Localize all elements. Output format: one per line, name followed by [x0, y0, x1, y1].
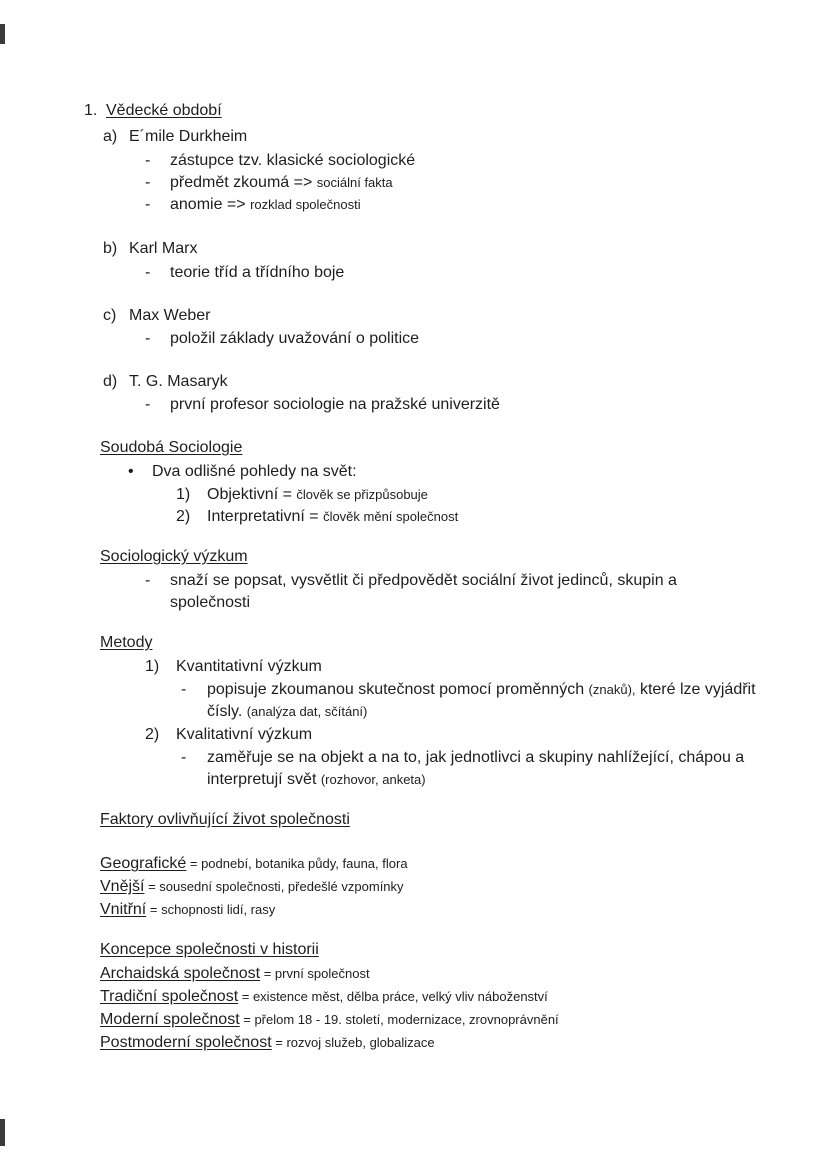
- text-segment: Koncepce společnosti v historii: [100, 941, 319, 958]
- line-text: [100, 963, 370, 985]
- list-marker: d): [103, 373, 118, 390]
- doc-line: [0, 679, 828, 702]
- line-text: [207, 769, 426, 791]
- doc-line: [0, 194, 828, 217]
- text-segment: T. G. Masaryk: [129, 373, 228, 390]
- section-heading-line: [0, 939, 828, 962]
- section-heading-line: [0, 546, 828, 569]
- line-text: [100, 1032, 435, 1054]
- list-marker: -: [181, 749, 187, 766]
- doc-line: [0, 570, 828, 593]
- text-segment: Metody: [100, 634, 153, 651]
- doc-line: [0, 747, 828, 770]
- list-marker: b): [103, 240, 118, 257]
- line-text: [100, 986, 548, 1008]
- text-segment: = rozvoj služeb, globalizace: [271, 1035, 435, 1050]
- line-text: [170, 194, 361, 216]
- text-segment: Soudobá Sociologie: [100, 439, 243, 456]
- text-segment: Kvalitativní výzkum: [176, 726, 313, 743]
- line-text: [170, 150, 415, 172]
- line-text: [207, 679, 756, 701]
- line-text: [170, 262, 344, 284]
- line-text: [129, 238, 197, 260]
- line-text: [170, 394, 500, 416]
- line-text: [170, 328, 419, 350]
- line-text: [176, 656, 322, 678]
- doc-line: [0, 484, 828, 507]
- text-segment: čísly.: [207, 703, 247, 720]
- text-segment: = existence měst, dělba práce, velký vliv náboženství: [238, 989, 548, 1004]
- section-heading: [100, 809, 350, 831]
- line-text: [170, 172, 393, 194]
- line-text: [129, 305, 211, 327]
- list-marker: 2): [145, 726, 160, 743]
- text-segment: Kvantitativní výzkum: [176, 658, 322, 675]
- list-marker: -: [145, 264, 151, 281]
- text-segment: člověk mění společnost: [323, 509, 459, 524]
- list-marker: -: [145, 330, 151, 347]
- list-marker: -: [145, 572, 151, 589]
- text-segment: Geografické: [100, 855, 187, 872]
- text-segment: položil základy uvažování o politice: [170, 330, 420, 347]
- doc-line: [0, 150, 828, 173]
- line-text: [207, 701, 367, 723]
- section-heading: [100, 939, 319, 961]
- doc-line: [0, 986, 828, 1009]
- list-marker: 2): [176, 508, 191, 525]
- line-text: [207, 747, 744, 769]
- line-text: [100, 899, 275, 921]
- scan-edge-mark: [0, 1119, 5, 1146]
- text-segment: sociální fakta: [316, 175, 393, 190]
- section-heading: [100, 437, 242, 459]
- doc-line: [0, 394, 828, 417]
- scan-edge-mark: [0, 24, 5, 44]
- list-marker: c): [103, 307, 117, 324]
- text-segment: rozklad společnosti: [250, 197, 361, 212]
- text-segment: Objektivní =: [207, 486, 297, 503]
- text-segment: zaměřuje se na objekt a na to, jak jednotlivci a skupiny nahlížející, chápou a: [207, 749, 745, 766]
- list-marker: -: [145, 196, 151, 213]
- text-segment: předmět zkoumá =>: [170, 174, 317, 191]
- line-text: [129, 371, 228, 393]
- list-marker: 1): [176, 486, 191, 503]
- doc-line: [0, 262, 828, 285]
- text-segment: = schopnosti lidí, rasy: [146, 902, 276, 917]
- doc-line: [0, 506, 828, 529]
- text-segment: snaží se popsat, vysvětlit či předpovědět sociální život jedinců, skupin a: [170, 572, 677, 589]
- text-segment: interpretují svět: [207, 771, 321, 788]
- list-marker: -: [181, 681, 187, 698]
- line-text: [100, 876, 404, 898]
- text-segment: Moderní společnost: [100, 1011, 240, 1028]
- line-text: [207, 506, 458, 528]
- text-segment: Archaidská společnost: [100, 965, 261, 982]
- text-segment: = sousední společnosti, předešlé vzpomínky: [144, 879, 404, 894]
- line-text: [100, 1009, 559, 1031]
- doc-line: [0, 769, 828, 792]
- text-segment: Faktory ovlivňující život společnosti: [100, 811, 350, 828]
- text-segment: Karl Marx: [129, 240, 198, 257]
- text-segment: Sociologický výzkum: [100, 548, 248, 565]
- list-marker: -: [145, 396, 151, 413]
- line-text: [129, 126, 247, 148]
- text-segment: Vnitřní: [100, 901, 147, 918]
- doc-line: [0, 963, 828, 986]
- text-segment: člověk se přizpůsobuje: [296, 487, 428, 502]
- text-segment: = přelom 18 - 19. století, modernizace, zrovnoprávnění: [239, 1012, 559, 1027]
- line-text: [152, 461, 357, 483]
- line-text: [100, 853, 408, 875]
- doc-line: [0, 1032, 828, 1055]
- text-segment: Max Weber: [129, 307, 211, 324]
- text-segment: první profesor sociologie na pražské univerzitě: [170, 396, 500, 413]
- list-marker: -: [145, 174, 151, 191]
- section-heading: [106, 100, 222, 122]
- list-marker: •: [128, 463, 134, 480]
- text-segment: = první společnost: [260, 966, 370, 981]
- section-heading: [100, 632, 152, 654]
- text-segment: teorie tříd a třídního boje: [170, 264, 345, 281]
- doc-line: [0, 305, 828, 328]
- line-text: [170, 592, 250, 614]
- section-heading-line: [0, 437, 828, 460]
- text-segment: anomie =>: [170, 196, 251, 213]
- doc-line: [0, 656, 828, 679]
- doc-line: [0, 172, 828, 195]
- text-segment: Vědecké období: [106, 102, 222, 119]
- doc-line: [0, 701, 828, 724]
- text-segment: popisuje zkoumanou skutečnost pomocí proměnných: [207, 681, 589, 698]
- list-marker: -: [145, 152, 151, 169]
- text-segment: zástupce tzv. klasické sociologické: [170, 152, 416, 169]
- text-segment: Dva odlišné pohledy na svět:: [152, 463, 357, 480]
- text-segment: E´mile Durkheim: [129, 128, 248, 145]
- list-marker: a): [103, 128, 118, 145]
- doc-line: [0, 126, 828, 149]
- text-segment: Tradiční společnost: [100, 988, 239, 1005]
- text-segment: které lze vyjádřit: [635, 681, 756, 698]
- text-segment: (rozhovor, anketa): [320, 772, 426, 787]
- section-heading-line: [0, 100, 828, 123]
- doc-line: [0, 328, 828, 351]
- doc-line: [0, 592, 828, 615]
- line-text: [170, 570, 677, 592]
- text-segment: (znaků),: [588, 682, 636, 697]
- section-heading: [100, 546, 248, 568]
- text-segment: Interpretativní =: [207, 508, 324, 525]
- text-segment: společnosti: [170, 594, 251, 611]
- line-text: [176, 724, 312, 746]
- list-marker: 1.: [84, 102, 98, 119]
- doc-line: [0, 461, 828, 484]
- list-marker: 1): [145, 658, 160, 675]
- doc-line: [0, 724, 828, 747]
- doc-line: [0, 853, 828, 876]
- section-heading-line: [0, 809, 828, 832]
- text-segment: (analýza dat, sčítání): [246, 704, 368, 719]
- text-segment: = podnebí, botanika půdy, fauna, flora: [186, 856, 408, 871]
- text-segment: Postmoderní společnost: [100, 1034, 272, 1051]
- doc-line: [0, 899, 828, 922]
- doc-line: [0, 371, 828, 394]
- line-text: [207, 484, 428, 506]
- doc-line: [0, 238, 828, 261]
- doc-line: [0, 876, 828, 899]
- text-segment: Vnější: [100, 878, 145, 895]
- doc-line: [0, 1009, 828, 1032]
- section-heading-line: [0, 632, 828, 655]
